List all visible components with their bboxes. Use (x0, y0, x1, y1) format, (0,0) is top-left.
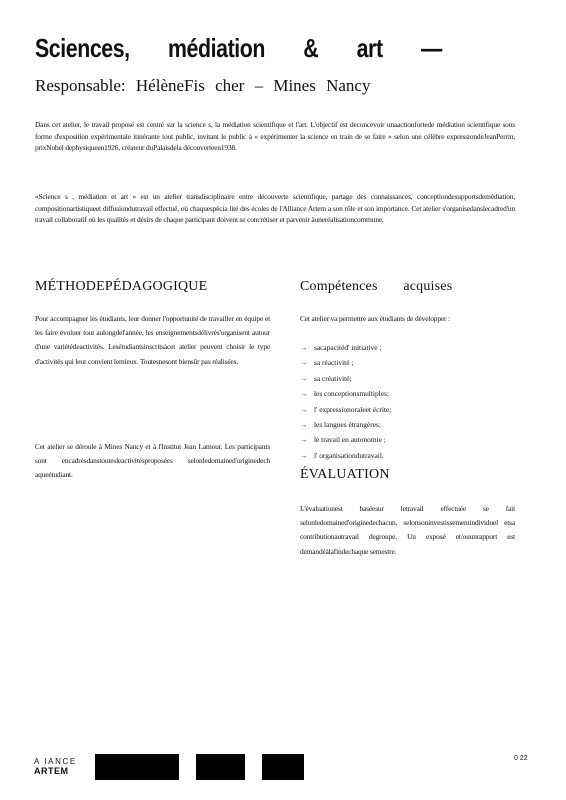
list-item (300, 340, 515, 355)
arrow-icon: → (300, 404, 308, 414)
alliance-artem-logo (34, 757, 77, 777)
competences-heading: Compétences acquises (300, 279, 453, 294)
list-item (300, 355, 515, 370)
page-title: Sciences, médiation & art — (35, 33, 442, 63)
competences-intro: Cet atelier va permettre aux étudiants de développer : (300, 314, 450, 323)
page-number: 0 22 (514, 755, 528, 762)
intro-paragraph-2: «Science s , médiation et art » est un atelier transdisciplinaire entre découverte scientifique, partage des connaissances, conceptiondesupportsdemédiation, compositionartistiqueet diffusiondutravail effectué, où chaquespécia lité des écoles de l'Alliance Artem a son rôle et son importance. Cet atelier s'organisedanslecadred'un travail collaboratif où les qualités et désirs de chaque participant doivent se concrétiser et parvenir àuneréalisationcommune. (35, 192, 515, 224)
list-item (300, 386, 515, 401)
list-item (300, 432, 515, 447)
method-heading: MÉTHODEPÉDAGOGIQUE (35, 279, 208, 294)
arrow-icon: → (300, 373, 308, 383)
method-paragraph-2: Cet atelier se déroule à Mines Nancy et à l'Institut Jean Lamour. Les participants sont encadrésdanstoutesleactivitésproposées selonledomained'originedech aqueétudiant. (35, 442, 270, 480)
footer-logo-block (262, 754, 304, 780)
list-item (300, 402, 515, 417)
list-item-label: sa réactivité ; (314, 358, 354, 368)
list-item-label: sacapacitéd' initiative ; (314, 343, 382, 352)
list-item-label: l' expressionoraleet écrite; (314, 404, 392, 414)
method-paragraph-1: Pour accompagner les étudiants, leur donner l'opportunité de travailler en équipe et les faire évoluer tout aulongdel'année, les enseignementsdélivrés'organisent autour d'une variétédeactivités. Lesétudiantsinscritsàcet atelier peuvent choisir le type d'activités qui leur convient lemieux. Toutesnesont biensûr pas réalisées. (35, 314, 270, 366)
arrow-icon: → (300, 435, 308, 445)
evaluation-heading: ÉVALUATION (300, 467, 390, 482)
arrow-icon: → (300, 343, 308, 352)
arrow-icon: → (300, 358, 308, 368)
footer-logo-block (196, 754, 245, 780)
page-subtitle: Responsable: HélèneFis cher – Mines Nancy (35, 76, 371, 95)
list-item-label: les langues étrangères; (314, 420, 381, 430)
list-item (300, 417, 515, 432)
logo-top-text: A IANCE (34, 757, 77, 766)
intro-paragraph-1: Dans cet atelier, le travail proposé est centré sur la science s, la médiation scientifique et l'art. L'objectif est deconcevoir unaactionfortede médiation scientifique sous forme d'exposition expérimentale itinérante tout public, invitant le public à « expérimenter la science en train de se faire » selon une célèbre expressiondeJeanPerrin, prixNobel dephysiqueen1926, créateur duPalaisdela découverteen1938. (35, 120, 515, 152)
list-item-label: l' organisationdutravail. (314, 450, 384, 460)
evaluation-paragraph: L'évaluationest baséesur letravail effectuée se fait selonledomained'originedechacun, selonsoninvestissementindividuel etsa contributionautravail degroupe. Un exposé et/ouunrapport est demandéàlafindechaque semestre. (300, 504, 515, 556)
list-item-label: sa créativité; (314, 373, 352, 383)
competences-list (300, 340, 515, 463)
arrow-icon: → (300, 450, 308, 460)
list-item (300, 371, 515, 386)
arrow-icon: → (300, 389, 308, 399)
list-item (300, 448, 515, 463)
list-item-label: les conceptionsmultiples; (314, 389, 389, 399)
logo-bottom-text: ARTEM (34, 766, 69, 776)
arrow-icon: → (300, 420, 308, 430)
list-item-label: le travail en autonomie ; (314, 435, 386, 445)
footer-logo-block (95, 754, 179, 780)
